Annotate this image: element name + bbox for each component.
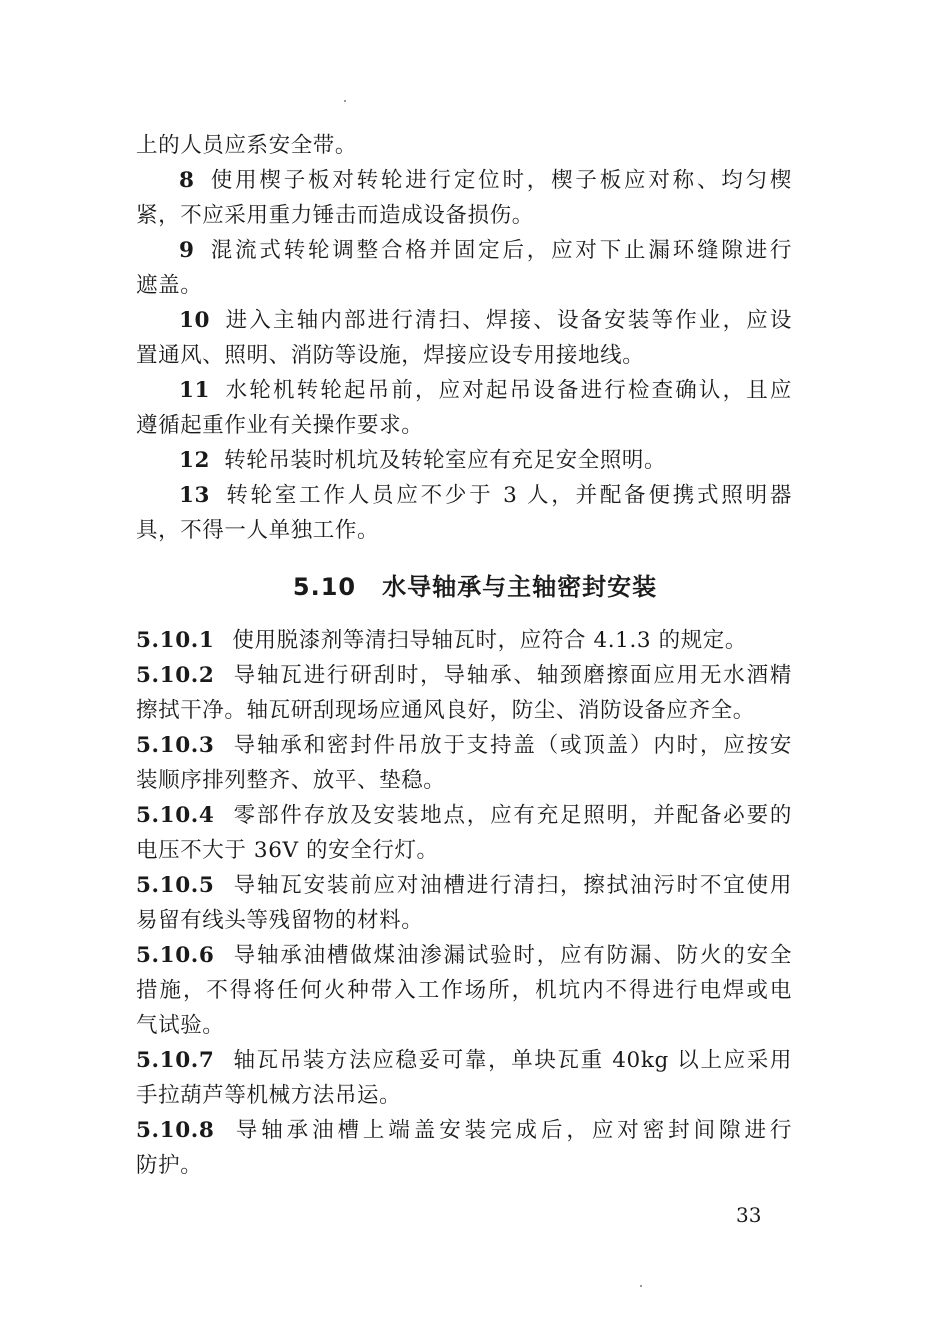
clause — [136, 1113, 792, 1183]
item-number: 9 — [179, 238, 195, 263]
clause-text: 易留有线头等残留物的材料。 — [136, 908, 424, 933]
section-title: 水导轴承与主轴密封安装 — [382, 573, 658, 601]
clause-text: 轴瓦吊装方法应稳妥可靠，单块瓦重 40kg 以上应采用 — [232, 1048, 792, 1073]
page-number: 33 — [736, 1203, 762, 1227]
item-text: 遮盖。 — [136, 273, 203, 298]
clause-text: 防护。 — [136, 1153, 203, 1178]
item-text: 混流式转轮调整合格并固定后，应对下止漏环缝隙进行 — [208, 238, 792, 263]
clause-number: 5.10.3 — [136, 733, 215, 758]
item-text: 使用楔子板对转轮进行定位时，楔子板应对称、均匀楔 — [208, 168, 792, 193]
clause — [136, 1043, 792, 1113]
item-text: 转轮吊装时机坑及转轮室应有充足安全照明。 — [224, 448, 667, 473]
scan-speck — [344, 100, 346, 102]
clause-number: 5.10.4 — [136, 803, 215, 828]
clause-number: 5.10.5 — [136, 873, 215, 898]
clause — [136, 658, 792, 728]
clause-text: 导轴承和密封件吊放于支持盖（或顶盖）内时，应按安 — [232, 733, 792, 758]
clause-number: 5.10.2 — [136, 663, 215, 688]
clause-text: 电压不大于 36V 的安全行灯。 — [136, 838, 439, 863]
clause-text: 措施，不得将任何火种带入工作场所，机坑内不得进行电焊或电 — [136, 978, 792, 1003]
section-heading — [0, 567, 950, 602]
clause-text: 装顺序排列整齐、放平、垫稳。 — [136, 768, 446, 793]
clause-number: 5.10.8 — [136, 1118, 215, 1143]
item-number: 10 — [179, 308, 211, 333]
item-number: 11 — [179, 378, 211, 403]
clause-text: 零部件存放及安装地点，应有充足照明，并配备必要的 — [232, 803, 792, 828]
clause-number: 5.10.6 — [136, 943, 215, 968]
clause — [136, 868, 792, 938]
clause — [136, 938, 792, 1043]
list-item — [136, 163, 792, 233]
item-text: 水轮机转轮起吊前，应对起吊设备进行检查确认，且应 — [224, 378, 792, 403]
item-text: 紧，不应采用重力锤击而造成设备损伤。 — [136, 203, 534, 228]
list-item — [136, 233, 792, 303]
list-item — [136, 373, 792, 443]
clause-text: 导轴瓦进行研刮时，导轴承、轴颈磨擦面应用无水酒精 — [232, 663, 792, 688]
clause-text: 导轴瓦安装前应对油槽进行清扫，擦拭油污时不宜使用 — [232, 873, 792, 898]
clause-text: 气试验。 — [136, 1013, 225, 1038]
clause — [136, 798, 792, 868]
clause — [136, 623, 792, 658]
clause-text: 手拉葫芦等机械方法吊运。 — [136, 1083, 402, 1108]
clause-number: 5.10.7 — [136, 1048, 215, 1073]
section-number: 5.10 — [292, 573, 357, 601]
list-item — [136, 443, 792, 478]
list-item — [136, 303, 792, 373]
item-text: 进入主轴内部进行清扫、焊接、设备安装等作业，应设 — [224, 308, 792, 333]
clause-text: 擦拭干净。轴瓦研刮现场应通风良好，防尘、消防设备应齐全。 — [136, 698, 755, 723]
item-text: 具，不得一人单独工作。 — [136, 518, 380, 543]
item-number: 8 — [179, 168, 195, 193]
item-number: 13 — [179, 483, 211, 508]
clause-text: 导轴承油槽上端盖安装完成后，应对密封间隙进行 — [232, 1118, 792, 1143]
item-number: 12 — [179, 448, 211, 473]
item-text: 遵循起重作业有关操作要求。 — [136, 413, 424, 438]
clauses-block — [136, 623, 792, 1183]
list-item — [136, 478, 792, 548]
item-text: 置通风、照明、消防等设施，焊接应设专用接地线。 — [136, 343, 645, 368]
clause — [136, 728, 792, 798]
scan-speck — [640, 1285, 642, 1287]
continuation-line: 上的人员应系安全带。 — [136, 133, 358, 158]
clause-text: 导轴承油槽做煤油渗漏试验时，应有防漏、防火的安全 — [232, 943, 792, 968]
item-text: 转轮室工作人员应不少于 3 人，并配备便携式照明器 — [224, 483, 792, 508]
items-block — [136, 128, 792, 548]
clause-number: 5.10.1 — [136, 628, 215, 653]
clause-text: 使用脱漆剂等清扫导轴瓦时，应符合 4.1.3 的规定。 — [232, 628, 747, 653]
